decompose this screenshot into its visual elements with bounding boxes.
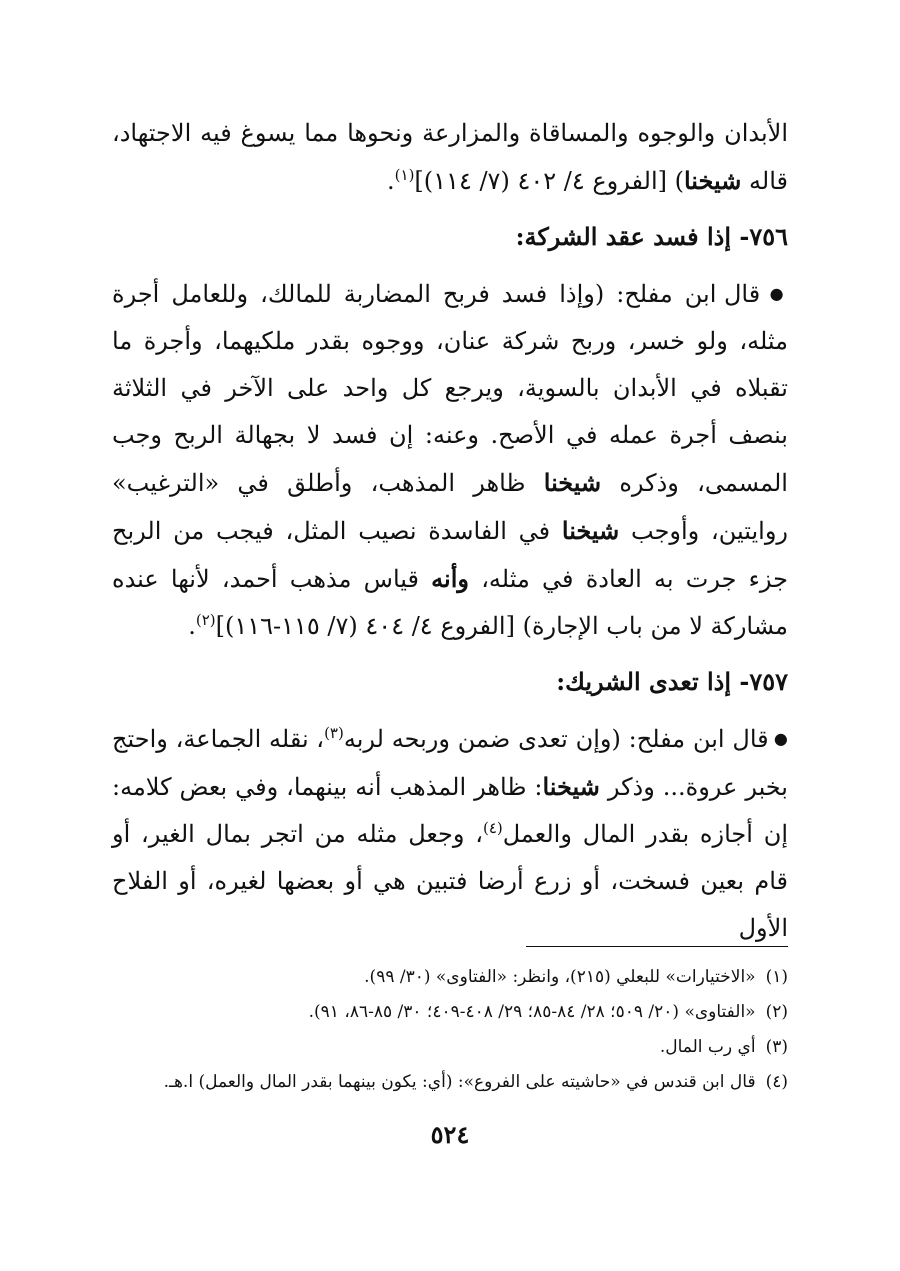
emphasis-sheikh: شيخنا xyxy=(561,516,620,545)
footnote-text: «الاختيارات» للبعلي (٢١٥)، وانظر: «الفتاوى» (٣٠/ ٩٩). xyxy=(364,967,756,987)
emphasis-sheikh: شيخنا xyxy=(543,468,602,497)
paragraph-text: ظاهر المذهب، وأطلق في «الترغيب» روايتين، وأوجب xyxy=(112,469,789,545)
paragraph-text: : ظاهر المذهب أنه بينهما، وفي بعض كلامه: إن أجازه بقدر المال والعمل xyxy=(112,773,788,848)
paragraph-text: الأبدان والوجوه والمساقاة والمزارعة ونحوها مما يسوغ فيه الاجتهاد، قاله xyxy=(112,119,788,195)
emphasis-sheikh: شيخنا xyxy=(683,166,742,195)
footnote-text: «الفتاوى» (٢٠/ ٥٠٩؛ ٢٨/ ٨٤-٨٥؛ ٢٩/ ٤٠٨-٤٠٩؛ ٣٠/ ٨٥-٨٦، ٩١). xyxy=(308,1002,756,1022)
footnote-divider xyxy=(526,946,788,947)
section-heading-757: ٧٥٧- إذا تعدى الشريك: xyxy=(556,667,788,696)
period: . xyxy=(387,167,395,195)
section-heading-756: ٧٥٦- إذا فسد عقد الشركة: xyxy=(515,222,788,251)
footnote-number: (١) xyxy=(765,967,788,987)
paragraph-text: ، وجعل مثله من اتجر بمال الغير، أو قام بعين فسخت، أو زرع أرضا فتبين هي أو بعضها لغيره، أو الفلاح الأول xyxy=(112,820,788,942)
main-text xyxy=(112,110,788,960)
paragraph-text: قال ابن مفلح: (وإذا فسد فربح المضاربة للمالك، وللعامل أجرة مثله، ولو خسر، وربح شركة عنان، ووجوه بقدر ملكيهما، وأجرة ما تقبلاه في الأبدان بالسوية، ويرجع كل واحد على الآخر في الثلاثة بنصف أجرة عمله في الأصح. وعنه: إن فسد لا بجهالة الربح وجب المسمى، وذكره xyxy=(112,280,788,497)
footnote-text: قال ابن قندس في «حاشيته على الفروع»: (أي: يكون بينهما بقدر المال والعمل) ا.هـ. xyxy=(163,1072,756,1092)
paragraph-756 xyxy=(112,270,788,650)
citation-text: قياس مذهب أحمد، لأنها عنده مشاركة لا من باب الإجارة) [الفروع ٤/ ٤٠٤ (٧/ ١١٥-١١٦)] xyxy=(112,565,788,640)
footnote-number: (٢) xyxy=(765,1002,788,1022)
footnote-number: (٤) xyxy=(765,1072,788,1092)
paragraph-text: ، نقله الجماعة، واحتج بخبر عروة... وذكر xyxy=(112,725,788,801)
period: . xyxy=(188,612,196,640)
footnote-ref-3[interactable]: (٣) xyxy=(324,724,344,742)
footnotes xyxy=(112,960,788,1100)
emphasis-sheikh: شيخنا xyxy=(542,772,600,801)
page-number: ٥٢٤ xyxy=(430,1120,470,1149)
footnote-ref-2[interactable]: (٢) xyxy=(195,611,216,629)
paragraph-757 xyxy=(112,715,788,952)
paragraph-text: في الفاسدة نصيب المثل، فيجب من الربح جزء جرت به العادة في مثله، xyxy=(112,517,788,593)
footnote-item xyxy=(112,1030,788,1065)
footnote-item xyxy=(112,1065,788,1100)
footnote-number: (٣) xyxy=(765,1037,788,1057)
emphasis-text: وأنه xyxy=(431,564,469,593)
citation-text: ) [الفروع ٤/ ٤٠٢ (٧/ ١١٤)] xyxy=(414,167,684,195)
footnote-item xyxy=(112,995,788,1030)
paragraph-text: قال ابن مفلح: (وإن تعدى ضمن وربحه لربه xyxy=(343,725,769,753)
footnote-ref-1[interactable]: (١) xyxy=(394,166,415,184)
paragraph-continuation xyxy=(112,110,788,205)
footnote-ref-4[interactable]: (٤) xyxy=(482,819,503,837)
footnote-text: أي رب المال. xyxy=(659,1037,756,1057)
footnote-item xyxy=(112,960,788,995)
